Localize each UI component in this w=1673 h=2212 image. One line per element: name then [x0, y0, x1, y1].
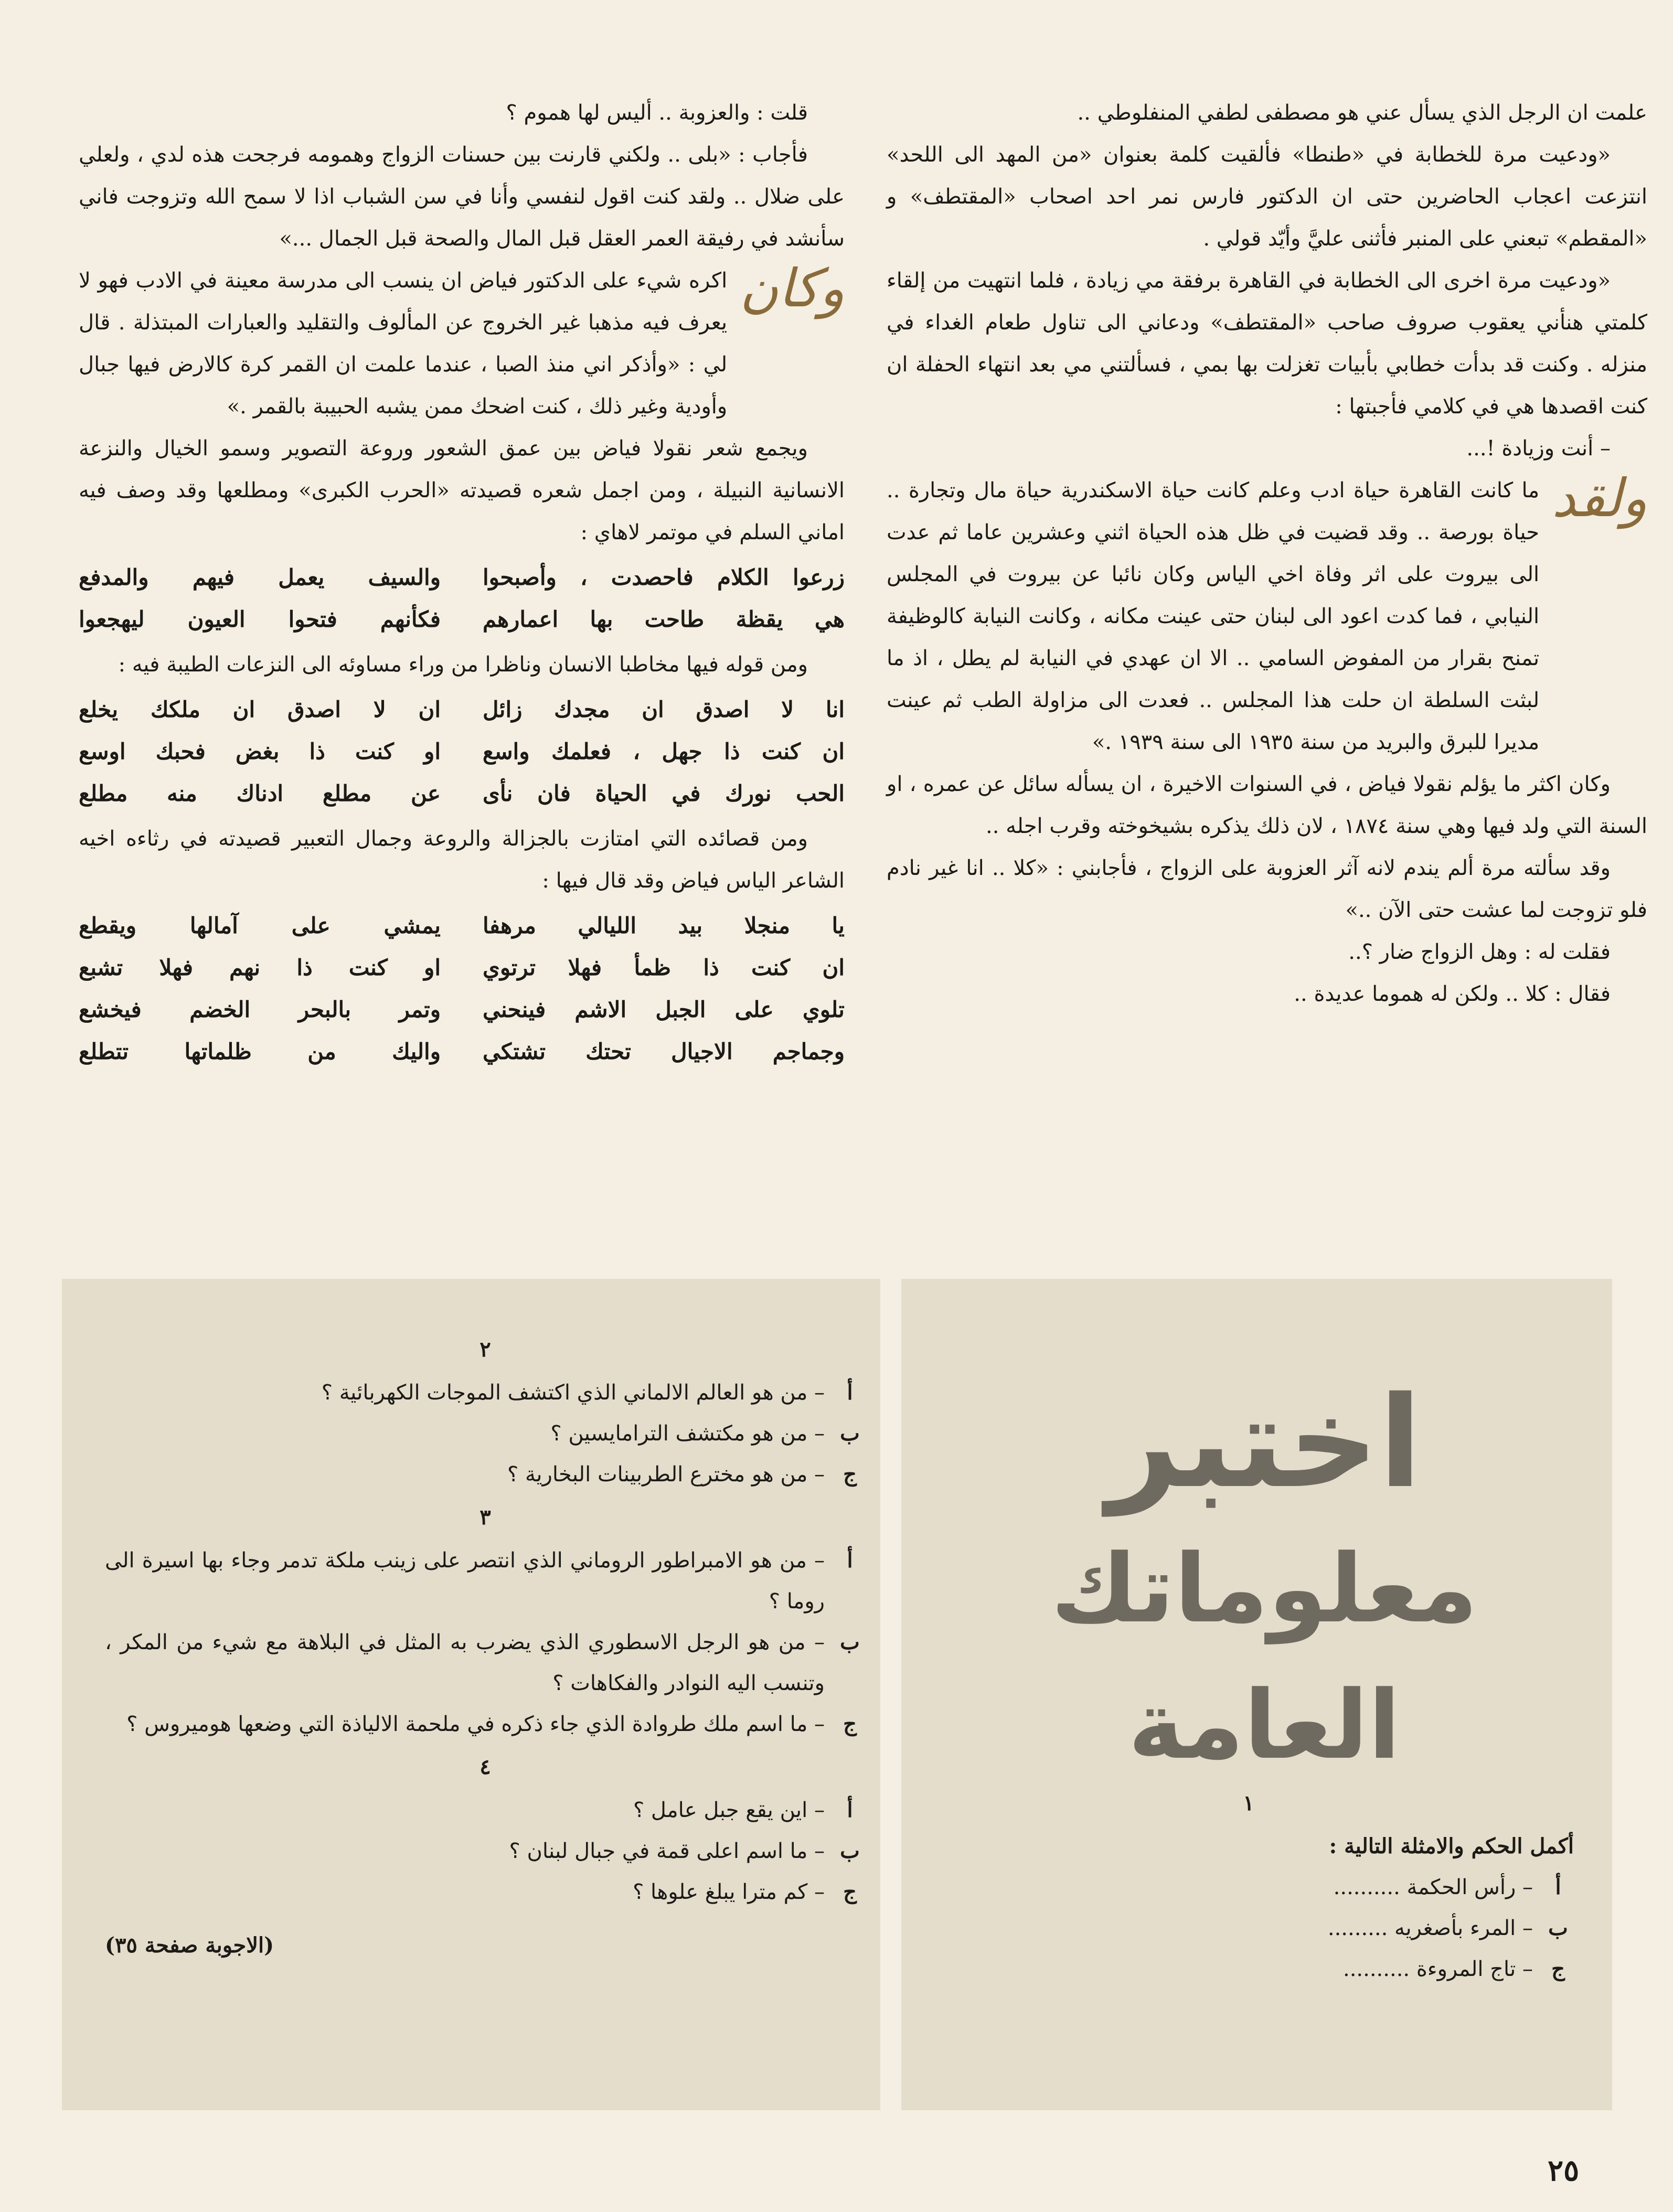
- question-text: – من هو الامبراطور الروماني الذي انتصر على زينب ملكة تدمر وجاء بها اسيرة الى روما ؟: [105, 1548, 825, 1613]
- question-text: – من هو مكتشف الترامايسين ؟: [550, 1422, 825, 1446]
- verse-half: والسيف يعمل فيهم والمدفع: [79, 564, 441, 590]
- question-item: [105, 1454, 866, 1495]
- question-item: [105, 1831, 866, 1872]
- question-item: [105, 1790, 866, 1831]
- verse-half: انا لا اصدق ان مجدك زائل: [483, 697, 845, 722]
- question-text: – ما اسم اعلى قمة في جبال لبنان ؟: [509, 1839, 825, 1863]
- question-letter: ج: [1551, 1957, 1565, 1981]
- dropcap-paragraph: [79, 260, 845, 428]
- question-letter: ج: [843, 1462, 857, 1487]
- question-group-number: ٣: [479, 1505, 491, 1530]
- verse-half: ان كنت ذا ظمأ فهلا ترتوي: [483, 955, 845, 980]
- poem-verses: [79, 905, 845, 1073]
- question-item: [105, 1872, 866, 1912]
- paragraph: ومن قوله فيها مخاطبا الانسان وناظرا من وراء مساوئه الى النزعات الطيبة فيه :: [118, 653, 808, 677]
- verse-half: ان لا اصدق ان ملكك يخلع: [79, 697, 441, 722]
- paragraph: «ودعيت مرة للخطابة في «طنطا» فألقيت كلمة بعنوان «من المهد الى اللحد» انتزعت اعجاب الحاضرين حتى ان الدكتور فارس نمر احد اصحاب «المقتطف» و «المقطم» تبعني على المنبر فأثنى عليَّ وأيّد قولي .: [887, 143, 1647, 251]
- question-text: – تاج المروءة ..........: [1342, 1957, 1533, 1981]
- quiz-title-line1: اختبر: [1106, 1369, 1422, 1516]
- verse-half: او كنت ذا بغض فحبك اوسع: [79, 739, 441, 764]
- verse-half: الحب نورك في الحياة فان نأى: [483, 781, 845, 806]
- paragraph: اكره شيء على الدكتور فياض ان ينسب الى مدرسة معينة في الادب فهو لا يعرف فيه مذهبا غير الخروج عن المألوف والتقليد والعبارات المبتذلة . قال لي : «وأذكر اني منذ الصبا ، عندما علمت ان القمر كرة كالارض فيها جبال وأودية وغير ذلك ، كنت اضحك ممن يشبه الحبيبة بالقمر .»: [79, 269, 728, 419]
- verse-half: او كنت ذا نهم فهلا تشبع: [79, 955, 441, 980]
- paragraph: وكان اكثر ما يؤلم نقولا فياض ، في السنوات الاخيرة ، ان يسأله سائل عن عمره ، او السنة التي ولد فيها وهي سنة ١٨٧٤ ، لان ذلك يذكره بشيخوخته وقرب اجله ..: [887, 772, 1647, 838]
- quiz-title-line2: معلوماتك العامة: [1051, 1534, 1478, 1780]
- quiz-section-1: [923, 1781, 1574, 1990]
- question-text: – من هو مخترع الطربينات البخارية ؟: [507, 1462, 825, 1487]
- question-text: – كم مترا يبلغ علوها ؟: [633, 1880, 825, 1904]
- verse-half: واليك من ظلماتها تتطلع: [79, 1039, 441, 1064]
- paragraph: فقلت له : وهل الزواج ضار ؟..: [1348, 940, 1611, 964]
- verse-half: وتمر بالبحر الخضم فيخشع: [79, 997, 441, 1022]
- question-item: [923, 1949, 1574, 1990]
- question-letter: أ: [847, 1548, 853, 1573]
- question-letter: ب: [840, 1630, 860, 1654]
- dropcap-paragraph: [887, 469, 1647, 763]
- verse-half: يا منجلا بيد الليالي مرهفا: [483, 913, 845, 938]
- poem-verses: [79, 557, 845, 640]
- paragraph: قلت : والعزوبة .. أليس لها هموم ؟: [506, 101, 808, 125]
- question-letter: ج: [843, 1712, 857, 1736]
- question-group-number: ١: [1243, 1791, 1254, 1815]
- answers-note: (الاجوبة صفحة ٣٥): [105, 1933, 274, 1958]
- question-text: – من هو العالم الالماني الذي اكتشف الموجات الكهربائية ؟: [321, 1381, 825, 1405]
- question-letter: ج: [843, 1879, 857, 1904]
- question-text: – ما اسم ملك طروادة الذي جاء ذكره في ملحمة الالياذة التي وضعها هوميروس ؟: [126, 1712, 825, 1736]
- question-letter: أ: [1555, 1875, 1561, 1899]
- paragraph: ومن قصائده التي امتازت بالجزالة والروعة وجمال التعبير قصيدته في رثاءه اخيه الشاعر الياس فياض وقد قال فيها :: [79, 827, 845, 893]
- verse-half: تلوي على الجبل الاشم فينحني: [483, 997, 845, 1022]
- question-item: [105, 1372, 866, 1413]
- question-text: – المرء بأصغريه .........: [1327, 1916, 1533, 1940]
- paragraph: – أنت وزيادة !...: [1466, 436, 1611, 461]
- page-number: ٢٥: [1548, 2153, 1580, 2188]
- question-text: – اين يقع جبل عامل ؟: [633, 1798, 825, 1822]
- paragraph: «ودعيت مرة اخرى الى الخطابة في القاهرة برفقة مي زيادة ، فلما انتهيت من إلقاء كلمتي هنأني يعقوب صروف صاحب «المقتطف» ودعاني الى تناول طعام الغداء في منزله . وكنت قد بدأت خطابي بأبيات تغزلت بها بمي ، فسألتني مي بعد انتهاء الحفلة ان كنت اقصدها هي في كلامي فأجبتها :: [887, 269, 1647, 419]
- left-article-column: [79, 92, 845, 1076]
- question-text: – رأس الحكمة ..........: [1333, 1875, 1533, 1899]
- verse-half: عن مطلع ادناك منه مطلع: [79, 781, 441, 806]
- question-intro: أكمل الحكم والامثلة التالية :: [1329, 1834, 1574, 1858]
- question-text: – من هو الرجل الاسطوري الذي يضرب به المثل في البلاهة مع شيء من المكر ، وتنسب اليه النوادر والفكاهات ؟: [105, 1630, 825, 1695]
- paragraph: فقال : كلا .. ولكن له هموما عديدة ..: [1294, 982, 1611, 1006]
- question-item: [923, 1867, 1574, 1908]
- dropcap: وكان: [740, 258, 845, 319]
- verse-half: زرعوا الكلام فاحصدت ، وأصبحوا: [483, 564, 845, 590]
- verse-half: وجماجم الاجيال تحتك تشتكي: [483, 1039, 845, 1064]
- question-item: [105, 1413, 866, 1454]
- quiz-sections-2-4: [105, 1327, 866, 1966]
- question-item: [923, 1908, 1574, 1949]
- verse-half: ان كنت ذا جهل ، فعلمك واسع: [483, 739, 845, 764]
- paragraph: علمت ان الرجل الذي يسأل عني هو مصطفى لطفي المنفلوطي ..: [1077, 101, 1647, 125]
- verse-half: هي يقظة طاحت بها اعمارهم: [483, 606, 845, 632]
- question-letter: ب: [840, 1839, 860, 1863]
- question-group-number: ٢: [479, 1337, 491, 1362]
- question-item: [105, 1540, 866, 1622]
- question-letter: ب: [1548, 1916, 1568, 1940]
- paragraph: وقد سألته مرة ألم يندم لانه آثر العزوبة على الزواج ، فأجابني : «كلا .. انا غير نادم فلو تزوجت لما عشت حتى الآن ..»: [887, 856, 1647, 922]
- verse-half: فكأنهم فتحوا العيون ليهجعوا: [79, 606, 441, 632]
- question-item: [105, 1622, 866, 1704]
- question-letter: ب: [840, 1421, 860, 1446]
- question-group-number: ٤: [479, 1755, 491, 1779]
- quiz-title: [923, 1364, 1605, 1794]
- paragraph: فأجاب : «بلى .. ولكني قارنت بين حسنات الزواج وهمومه فرجحت هذه لدي ، ولعلي على ضلال .. ولقد كنت اقول لنفسي وأنا في سن الشباب اذا لا سمح الله وتزوجت فاني سأنشد في رفيقة العمر العقل قبل المال والصحة قبل الجمال ...»: [79, 143, 845, 251]
- right-article-column: [887, 92, 1647, 1015]
- paragraph: ما كانت القاهرة حياة ادب وعلم كانت حياة الاسكندرية حياة مال وتجارة .. حياة بورصة .. وقد قضيت في ظل هذه الحياة اثني وعشرين عاما ثم عدت الى بيروت على اثر وفاة اخي الياس وكان نائبا عن بيروت في المجلس النيابي ، فما كدت اعود الى لبنان حتى عينت مكانه ، وكانت النيابة كالوظيفة تمنح بقرار من المفوض السامي .. الا ان عهدي في النيابة لم يطل ، اذ ما لبثت السلطة ان حلت هذا المجلس .. فعدت الى مزاولة الطب ثم عينت مديرا للبرق والبريد من سنة ١٩٣٥ الى سنة ١٩٣٩ .»: [887, 478, 1540, 754]
- verse-half: يمشي على آمالها ويقطع: [79, 913, 441, 938]
- paragraph: ويجمع شعر نقولا فياض بين عمق الشعور وروعة التصوير وسمو الخيال والنزعة الانسانية النبيلة ، ومن اجمل شعره قصيدته «الحرب الكبرى» ومطلعها وقد وصف فيه اماني السلم في موتمر لاهاي :: [79, 436, 845, 544]
- question-item: [105, 1704, 866, 1745]
- dropcap: ولقد: [1552, 467, 1647, 529]
- question-letter: أ: [847, 1798, 853, 1822]
- question-letter: أ: [847, 1380, 853, 1405]
- poem-verses: [79, 689, 845, 815]
